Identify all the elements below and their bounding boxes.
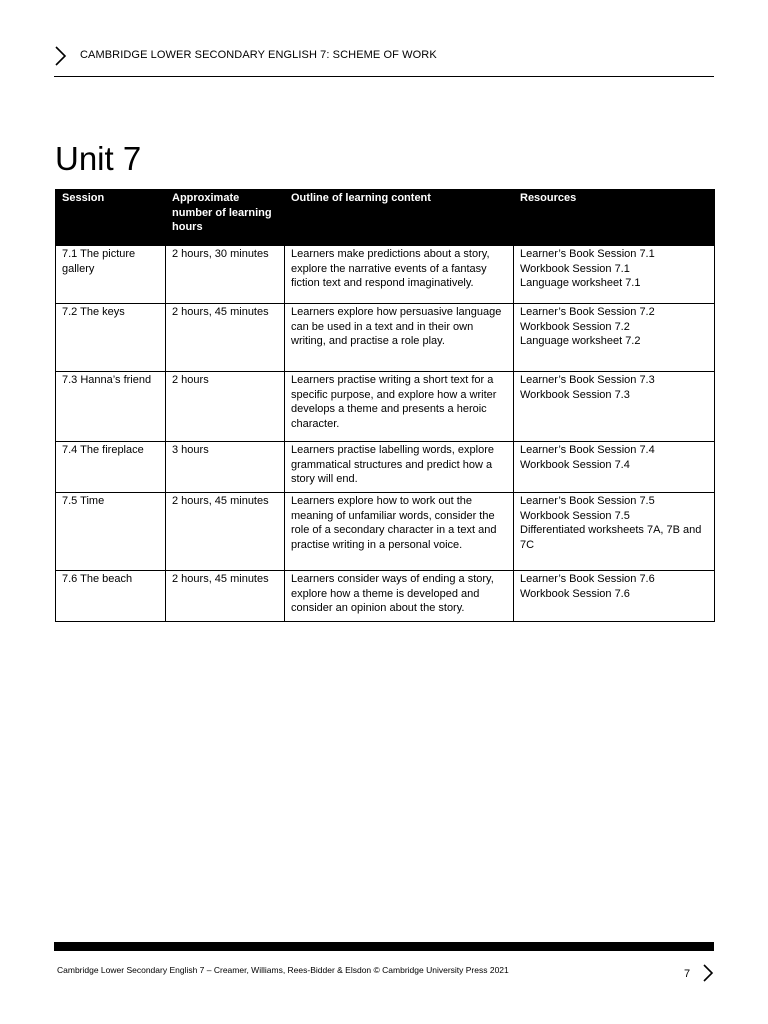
chevron-right-icon — [702, 963, 714, 983]
resource-item: Workbook Session 7.2 — [520, 320, 630, 333]
resources-cell — [514, 304, 715, 372]
resource-item: Differentiated worksheets 7A, 7B and 7C — [520, 524, 702, 551]
outline-cell: Learners explore how to work out the meaning of unfamiliar words, consider the role of a secondary character in a text and practise writing in a personal voice. — [285, 493, 514, 571]
outline-cell: Learners make predictions about a story, explore the narrative events of a fantasy fiction text and respond imaginatively. — [285, 246, 514, 304]
header-title: CAMBRIDGE LOWER SECONDARY ENGLISH 7: SCHEME OF WORK — [80, 49, 437, 61]
resources-cell — [514, 372, 715, 442]
column-header-outline: Outline of learning content — [285, 190, 514, 246]
hours-cell: 2 hours — [166, 372, 285, 442]
hours-cell: 3 hours — [166, 442, 285, 493]
resource-item: Language worksheet 7.2 — [520, 335, 641, 347]
table-row — [56, 372, 715, 442]
resource-item: Language worksheet 7.1 — [520, 277, 641, 289]
resource-item: Workbook Session 7.1 — [520, 262, 630, 275]
unit-title: Unit 7 — [55, 140, 142, 177]
page-header — [54, 44, 714, 77]
session-cell: 7.5 Time — [56, 493, 166, 571]
outline-cell: Learners practise labelling words, explore grammatical structures and predict how a story will end. — [285, 442, 514, 493]
session-cell: 7.2 The keys — [56, 304, 166, 372]
table-row — [56, 246, 715, 304]
footer-copyright: Cambridge Lower Secondary English 7 – Creamer, Williams, Rees-Bidder & Elsdon © Cambridge University Press 2021 — [57, 965, 509, 975]
footer-rule — [54, 942, 714, 951]
table-header-row — [56, 190, 715, 246]
resource-item: Learner’s Book Session 7.1 — [520, 248, 655, 260]
session-cell: 7.4 The fireplace — [56, 442, 166, 493]
resource-item: Workbook Session 7.6 — [520, 587, 630, 600]
hours-cell: 2 hours, 45 minutes — [166, 571, 285, 622]
hours-cell: 2 hours, 45 minutes — [166, 304, 285, 372]
scheme-of-work-table — [55, 189, 715, 622]
column-header-session: Session — [56, 190, 166, 246]
resource-item: Learner’s Book Session 7.5 — [520, 495, 655, 507]
hours-cell: 2 hours, 30 minutes — [166, 246, 285, 304]
resource-item: Workbook Session 7.4 — [520, 458, 630, 471]
table-row — [56, 571, 715, 622]
chevron-right-icon — [54, 46, 68, 66]
table-row — [56, 493, 715, 571]
column-header-resources: Resources — [514, 190, 715, 246]
page-number: 7 — [684, 968, 691, 980]
session-cell: 7.1 The picture gallery — [56, 246, 166, 304]
session-cell: 7.6 The beach — [56, 571, 166, 622]
resource-item: Learner’s Book Session 7.4 — [520, 444, 655, 456]
resources-cell — [514, 246, 715, 304]
outline-cell: Learners explore how persuasive language can be used in a text and in their own writing, and practise a role play. — [285, 304, 514, 372]
table-row — [56, 304, 715, 372]
table-row — [56, 442, 715, 493]
resource-item: Learner’s Book Session 7.2 — [520, 306, 655, 318]
resource-item: Workbook Session 7.5 — [520, 509, 630, 522]
column-header-hours: Approximate number of learning hours — [166, 190, 285, 246]
session-cell: 7.3 Hanna’s friend — [56, 372, 166, 442]
resources-cell — [514, 442, 715, 493]
outline-cell: Learners consider ways of ending a story, explore how a theme is developed and consider an opinion about the story. — [285, 571, 514, 622]
outline-cell: Learners practise writing a short text for a specific purpose, and explore how a writer develops a theme and presents a heroic character. — [285, 372, 514, 442]
resource-item: Learner’s Book Session 7.3 — [520, 374, 655, 386]
resources-cell — [514, 493, 715, 571]
resource-item: Workbook Session 7.3 — [520, 388, 630, 401]
resource-item: Learner’s Book Session 7.6 — [520, 573, 655, 585]
resources-cell — [514, 571, 715, 622]
hours-cell: 2 hours, 45 minutes — [166, 493, 285, 571]
